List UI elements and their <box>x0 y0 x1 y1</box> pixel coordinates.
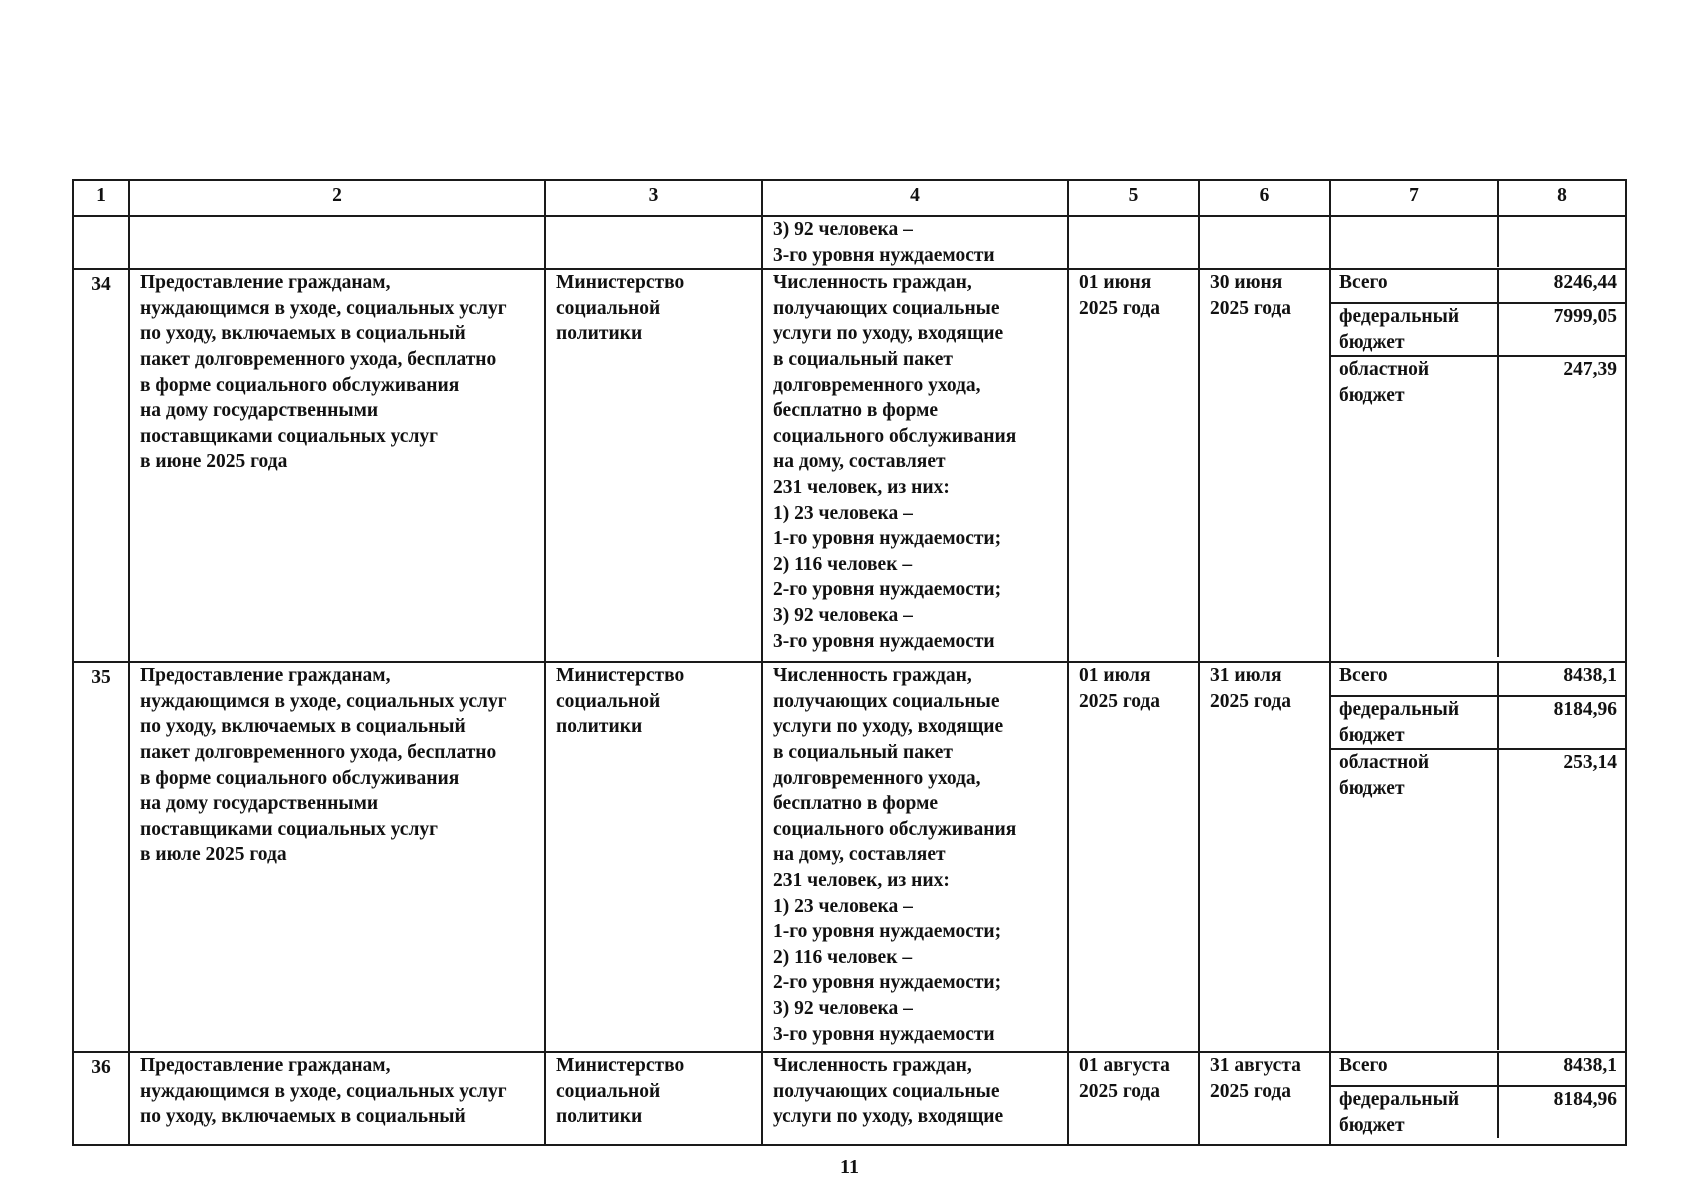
finance-value: 8438,1 <box>1563 1055 1617 1077</box>
row-end-date-text: 31 июля 2025 года <box>1210 665 1292 712</box>
header-col-2: 2 <box>129 180 545 216</box>
finance-row <box>1331 1053 1625 1087</box>
row-end-date <box>1199 269 1330 662</box>
cont-start <box>1068 216 1199 269</box>
cont-event <box>129 216 545 269</box>
row-executor-text: Министерство социальной политики <box>556 665 685 738</box>
row-executor <box>545 1052 762 1145</box>
finance-row <box>1331 270 1625 304</box>
header-col-3: 3 <box>545 180 762 216</box>
row-start-date <box>1068 662 1199 1052</box>
header-row <box>73 180 1626 216</box>
row-finance <box>1330 269 1626 662</box>
cont-indicator-text: 3) 92 человека – 3-го уровня нуждаемости <box>773 219 995 266</box>
page-number: 11 <box>840 1156 859 1178</box>
header-col-7: 7 <box>1331 181 1499 215</box>
header-col-1: 1 <box>73 180 129 216</box>
row-end-date-text: 31 августа 2025 года <box>1210 1055 1301 1102</box>
finance-label: Всего <box>1331 663 1499 695</box>
row-number: 35 <box>73 662 129 1052</box>
finance-row <box>1331 697 1625 750</box>
finance-value: 8184,96 <box>1553 699 1617 721</box>
row-start-date <box>1068 269 1199 662</box>
finance-value: 7999,05 <box>1553 306 1617 328</box>
row-indicator <box>762 1052 1068 1145</box>
cont-num <box>73 216 129 269</box>
cont-end <box>1199 216 1330 269</box>
row-executor <box>545 662 762 1052</box>
finance-row <box>1331 750 1625 1050</box>
finance-row <box>1331 663 1625 697</box>
cont-finance <box>1330 216 1626 269</box>
row-number: 34 <box>73 269 129 662</box>
finance-label: областной бюджет <box>1331 357 1499 657</box>
cont-fin-label <box>1331 217 1499 267</box>
continuation-row <box>73 216 1626 269</box>
finance-value: 253,14 <box>1563 752 1617 774</box>
finance-label: федеральный бюджет <box>1331 304 1499 355</box>
row-event-text: Предоставление гражданам, нуждающимся в уходе, социальных услуг по уходу, включаемых в социальный пакет долговременного ухода, бесплатно в форме социального обслуживания на дому государственными поставщиками социальных услуг в июне 2025 года <box>140 272 507 473</box>
cont-fin-value <box>1499 217 1625 267</box>
header-col-7-8 <box>1330 180 1626 216</box>
header-col-4: 4 <box>762 180 1068 216</box>
row-start-date-text: 01 августа 2025 года <box>1079 1055 1170 1102</box>
row-event <box>129 1052 545 1145</box>
row-indicator <box>762 662 1068 1052</box>
finance-value: 8246,44 <box>1553 272 1617 294</box>
row-event <box>129 662 545 1052</box>
row-event-text: Предоставление гражданам, нуждающимся в уходе, социальных услуг по уходу, включаемых в социальный пакет долговременного ухода, бесплатно в форме социального обслуживания на дому государственными поставщиками социальных услуг в июле 2025 года <box>140 665 507 866</box>
row-executor-text: Министерство социальной политики <box>556 272 685 345</box>
row-end-date <box>1199 662 1330 1052</box>
row-indicator-text: Численность граждан, получающих социальные услуги по уходу, входящие <box>773 1055 1004 1128</box>
row-executor <box>545 269 762 662</box>
table-row <box>73 269 1626 662</box>
table-row <box>73 1052 1626 1145</box>
cont-indicator <box>762 216 1068 269</box>
row-indicator <box>762 269 1068 662</box>
finance-label: Всего <box>1331 1053 1499 1085</box>
finance-row <box>1331 304 1625 357</box>
finance-label: Всего <box>1331 270 1499 302</box>
row-event <box>129 269 545 662</box>
finance-row <box>1331 357 1625 657</box>
finance-value: 8184,96 <box>1553 1089 1617 1111</box>
finance-row <box>1331 1087 1625 1138</box>
table-row <box>73 662 1626 1052</box>
cont-executor <box>545 216 762 269</box>
finance-label: областной бюджет <box>1331 750 1499 1050</box>
row-indicator-text: Численность граждан, получающих социальные услуги по уходу, входящие в социальный пакет долговременного ухода, бесплатно в форме социального обслуживания на дому, составляет 231 человек, из них: 1) 23 человека – 1-го уровня нуждаемости; 2) 116 человек – 2-го уровня нуждаемости; 3) 92 человека – 3-го уровня нуждаемости <box>773 272 1017 652</box>
header-col-6: 6 <box>1199 180 1330 216</box>
finance-label: федеральный бюджет <box>1331 1087 1499 1138</box>
header-col-8: 8 <box>1557 185 1567 206</box>
row-end-date-text: 30 июня 2025 года <box>1210 272 1292 319</box>
row-start-date-text: 01 июня 2025 года <box>1079 272 1161 319</box>
finance-value: 247,39 <box>1563 359 1617 381</box>
row-start-date-text: 01 июля 2025 года <box>1079 665 1161 712</box>
row-event-text: Предоставление гражданам, нуждающимся в уходе, социальных услуг по уходу, включаемых в социальный <box>140 1055 507 1128</box>
row-finance <box>1330 1052 1626 1145</box>
header-col-5: 5 <box>1068 180 1199 216</box>
plan-table <box>72 179 1627 1146</box>
row-executor-text: Министерство социальной политики <box>556 1055 685 1128</box>
row-indicator-text: Численность граждан, получающих социальные услуги по уходу, входящие в социальный пакет долговременного ухода, бесплатно в форме социального обслуживания на дому, составляет 231 человек, из них: 1) 23 человека – 1-го уровня нуждаемости; 2) 116 человек – 2-го уровня нуждаемости; 3) 92 человека – 3-го уровня нуждаемости <box>773 665 1017 1045</box>
row-end-date <box>1199 1052 1330 1145</box>
finance-label: федеральный бюджет <box>1331 697 1499 748</box>
row-finance <box>1330 662 1626 1052</box>
finance-value: 8438,1 <box>1563 665 1617 687</box>
row-start-date <box>1068 1052 1199 1145</box>
row-number: 36 <box>73 1052 129 1145</box>
